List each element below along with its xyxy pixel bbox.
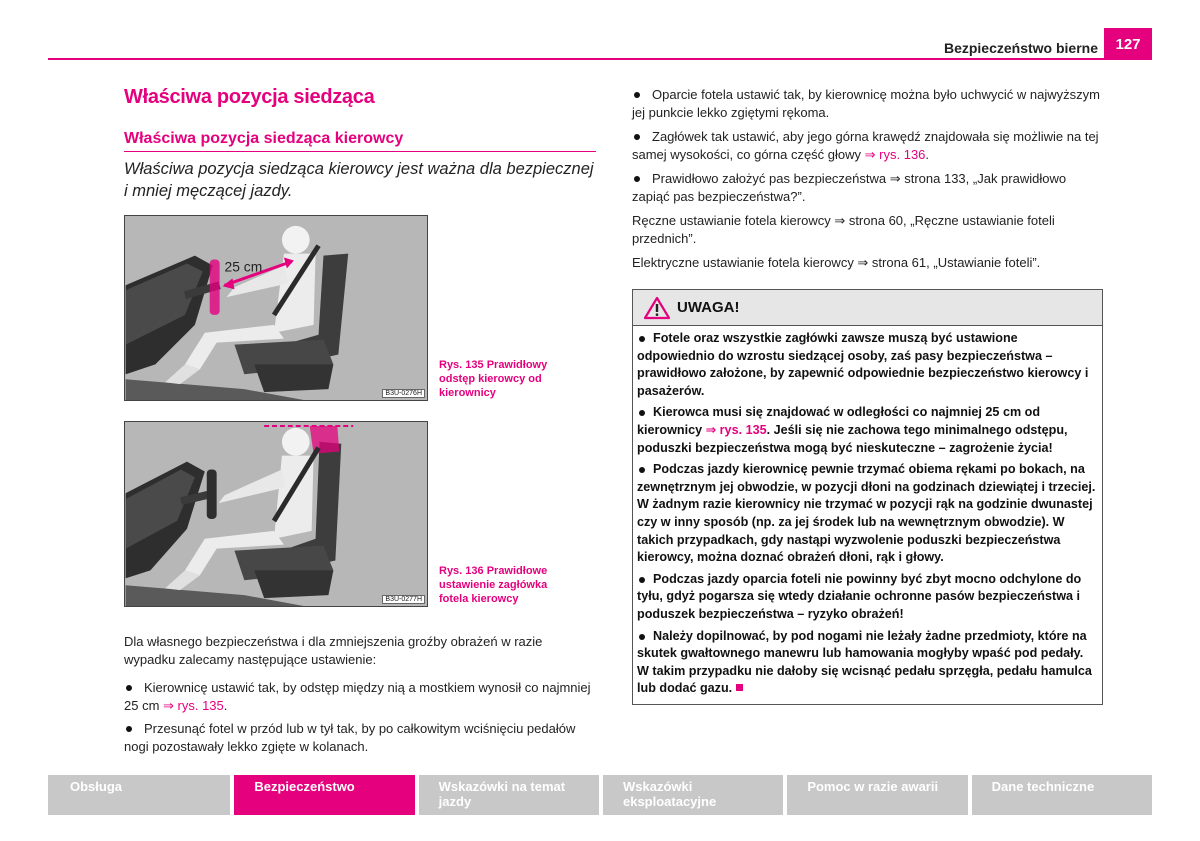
figure-code: B3U-0277H — [382, 595, 425, 604]
list-item: Zagłówek tak ustawić, aby jego górna krawędź znajdowała się możliwie na tej samej wysokości, co górna część głowy ⇒ rys. 136. — [632, 128, 1102, 164]
sub-title: Właściwa pozycja siedząca kierowcy — [124, 130, 596, 152]
header-rule — [48, 58, 1152, 60]
tab-wskazowki-eksploatacyjne[interactable]: Wskazówki eksploatacyjne — [603, 775, 783, 815]
manual-adjust-ref: Ręczne ustawianie fotela kierowcy ⇒ strona 60, „Ręczne ustawianie foteli przednich”. — [632, 213, 1055, 246]
figure-caption: Rys. 135 Prawidłowy odstęp kierowcy od kierownicy — [439, 359, 548, 399]
list-item: Podczas jazdy kierownicę pewnie trzymać obiema rękami po bokach, na zewnętrznym jej obwodzie, w pozycji dłoni na godzinach dziewiątej i trzeciej. W żadnym razie kierownicy nie trzymać w pozycji rąk na godzinie dwunastej czy w inny sposób (np. za jej środek lub na wewnętrznym obwodzie). W takich przypadkach, gdy nastąpi wyzwolenie poduszki bezpieczeństwa kierowcy, można doznać obrażeń dłoni, rąk i głowy. — [637, 461, 1098, 567]
figure-ref-link[interactable]: ⇒ rys. 135 — [163, 698, 224, 713]
intro-text: Właściwa pozycja siedząca kierowcy jest ważna dla bezpiecznej i mniej męczącej jazdy. — [124, 160, 594, 200]
figure-ref-link[interactable]: ⇒ rys. 135 — [705, 422, 767, 437]
list-item: Należy dopilnować, by pod nogami nie leżały żadne przedmioty, które na skutek gwałtownego manewru lub hamowania mogłyby wpaść pod pedały. W takim przypadku nie dałoby się wcisnąć pedału sprzęgła, pedału hamulca lub dodać gazu. — [637, 628, 1098, 698]
warning-body — [633, 326, 1102, 704]
list-item: Przesunąć fotel w przód lub w tył tak, by po całkowitym wciśnięciu pedałów nogi pozostawały lekko zgięte w kolanach. — [124, 720, 596, 756]
warning-title: UWAGA! — [677, 299, 740, 316]
electric-adjust-ref: Elektryczne ustawianie fotela kierowcy ⇒ strona 61, „Ustawianie foteli”. — [632, 255, 1041, 270]
distance-label: 25 cm — [224, 258, 263, 275]
warning-header — [633, 290, 1102, 326]
list-item: Prawidłowo założyć pas bezpieczeństwa ⇒ strona 133, „Jak prawidłowo zapiąć pas bezpieczeństwa?”. — [632, 170, 1102, 206]
end-square-icon — [736, 684, 743, 691]
tab-obsluga[interactable]: Obsługa — [48, 775, 230, 815]
warning-box — [632, 289, 1103, 705]
tab-wskazowki-jazdy[interactable]: Wskazówki na temat jazdy — [419, 775, 599, 815]
list-item: Oparcie fotela ustawić tak, by kierownicę można było uchwycić w najwyższym jej punkcie lekko zgiętymi rękoma. — [632, 86, 1102, 122]
section-title: Bezpieczeństwo bierne — [943, 40, 1098, 56]
warning-triangle-icon — [643, 296, 671, 320]
left-bullet-list — [124, 679, 596, 761]
figure-caption: Rys. 136 Prawidłowe ustawienie zagłówka fotela kierowcy — [439, 565, 548, 605]
list-item: Kierownicę ustawić tak, by odstęp między nią a mostkiem wynosił co najmniej 25 cm ⇒ rys. 135. — [124, 679, 596, 715]
figure-ref-link[interactable]: ⇒ rys. 136 — [864, 147, 926, 162]
tab-pomoc-awarii[interactable]: Pomoc w razie awarii — [787, 775, 967, 815]
page-number: 127 — [1104, 28, 1152, 60]
list-item: Podczas jazdy oparcia foteli nie powinny być zbyt mocno odchylone do tyłu, gdyż pogarsza się wtedy działanie ochronne pasów bezpieczeństwa i poduszek bezpieczeństwa – ryzyko obrażeń! — [637, 571, 1098, 624]
list-item: Fotele oraz wszystkie zagłówki zawsze muszą być ustawione odpowiednio do wzrostu siedzącej osoby, zaś pasy bezpieczeństwa – prawidłowo założone, by zapewnić odpowiednie bezpieczeństwo kierowcy i pasażerów. — [637, 330, 1098, 400]
list-item: Kierowca musi się znajdować w odległości co najmniej 25 cm od kierownicy ⇒ rys. 135. Jeśli się nie zachowa tego minimalnego odstępu, poduszki bezpieczeństwa mogą być nieskuteczne – zagrożenie życia! — [637, 404, 1098, 457]
recommendation-intro: Dla własnego bezpieczeństwa i dla zmniejszenia groźby obrażeń w razie wypadku zalecamy następujące ustawienie: — [124, 634, 543, 667]
headrest-illustration — [125, 422, 427, 606]
page-title: Właściwa pozycja siedząca — [124, 86, 375, 108]
figure-135 — [124, 215, 428, 401]
figure-136 — [124, 421, 428, 607]
chapter-nav — [48, 775, 1152, 815]
right-column — [632, 86, 1102, 278]
tab-bezpieczenstwo[interactable]: Bezpieczeństwo — [234, 775, 414, 815]
figure-code: B3U-0276H — [382, 389, 425, 398]
driver-distance-illustration — [125, 216, 427, 400]
tab-dane-techniczne[interactable]: Dane techniczne — [972, 775, 1152, 815]
